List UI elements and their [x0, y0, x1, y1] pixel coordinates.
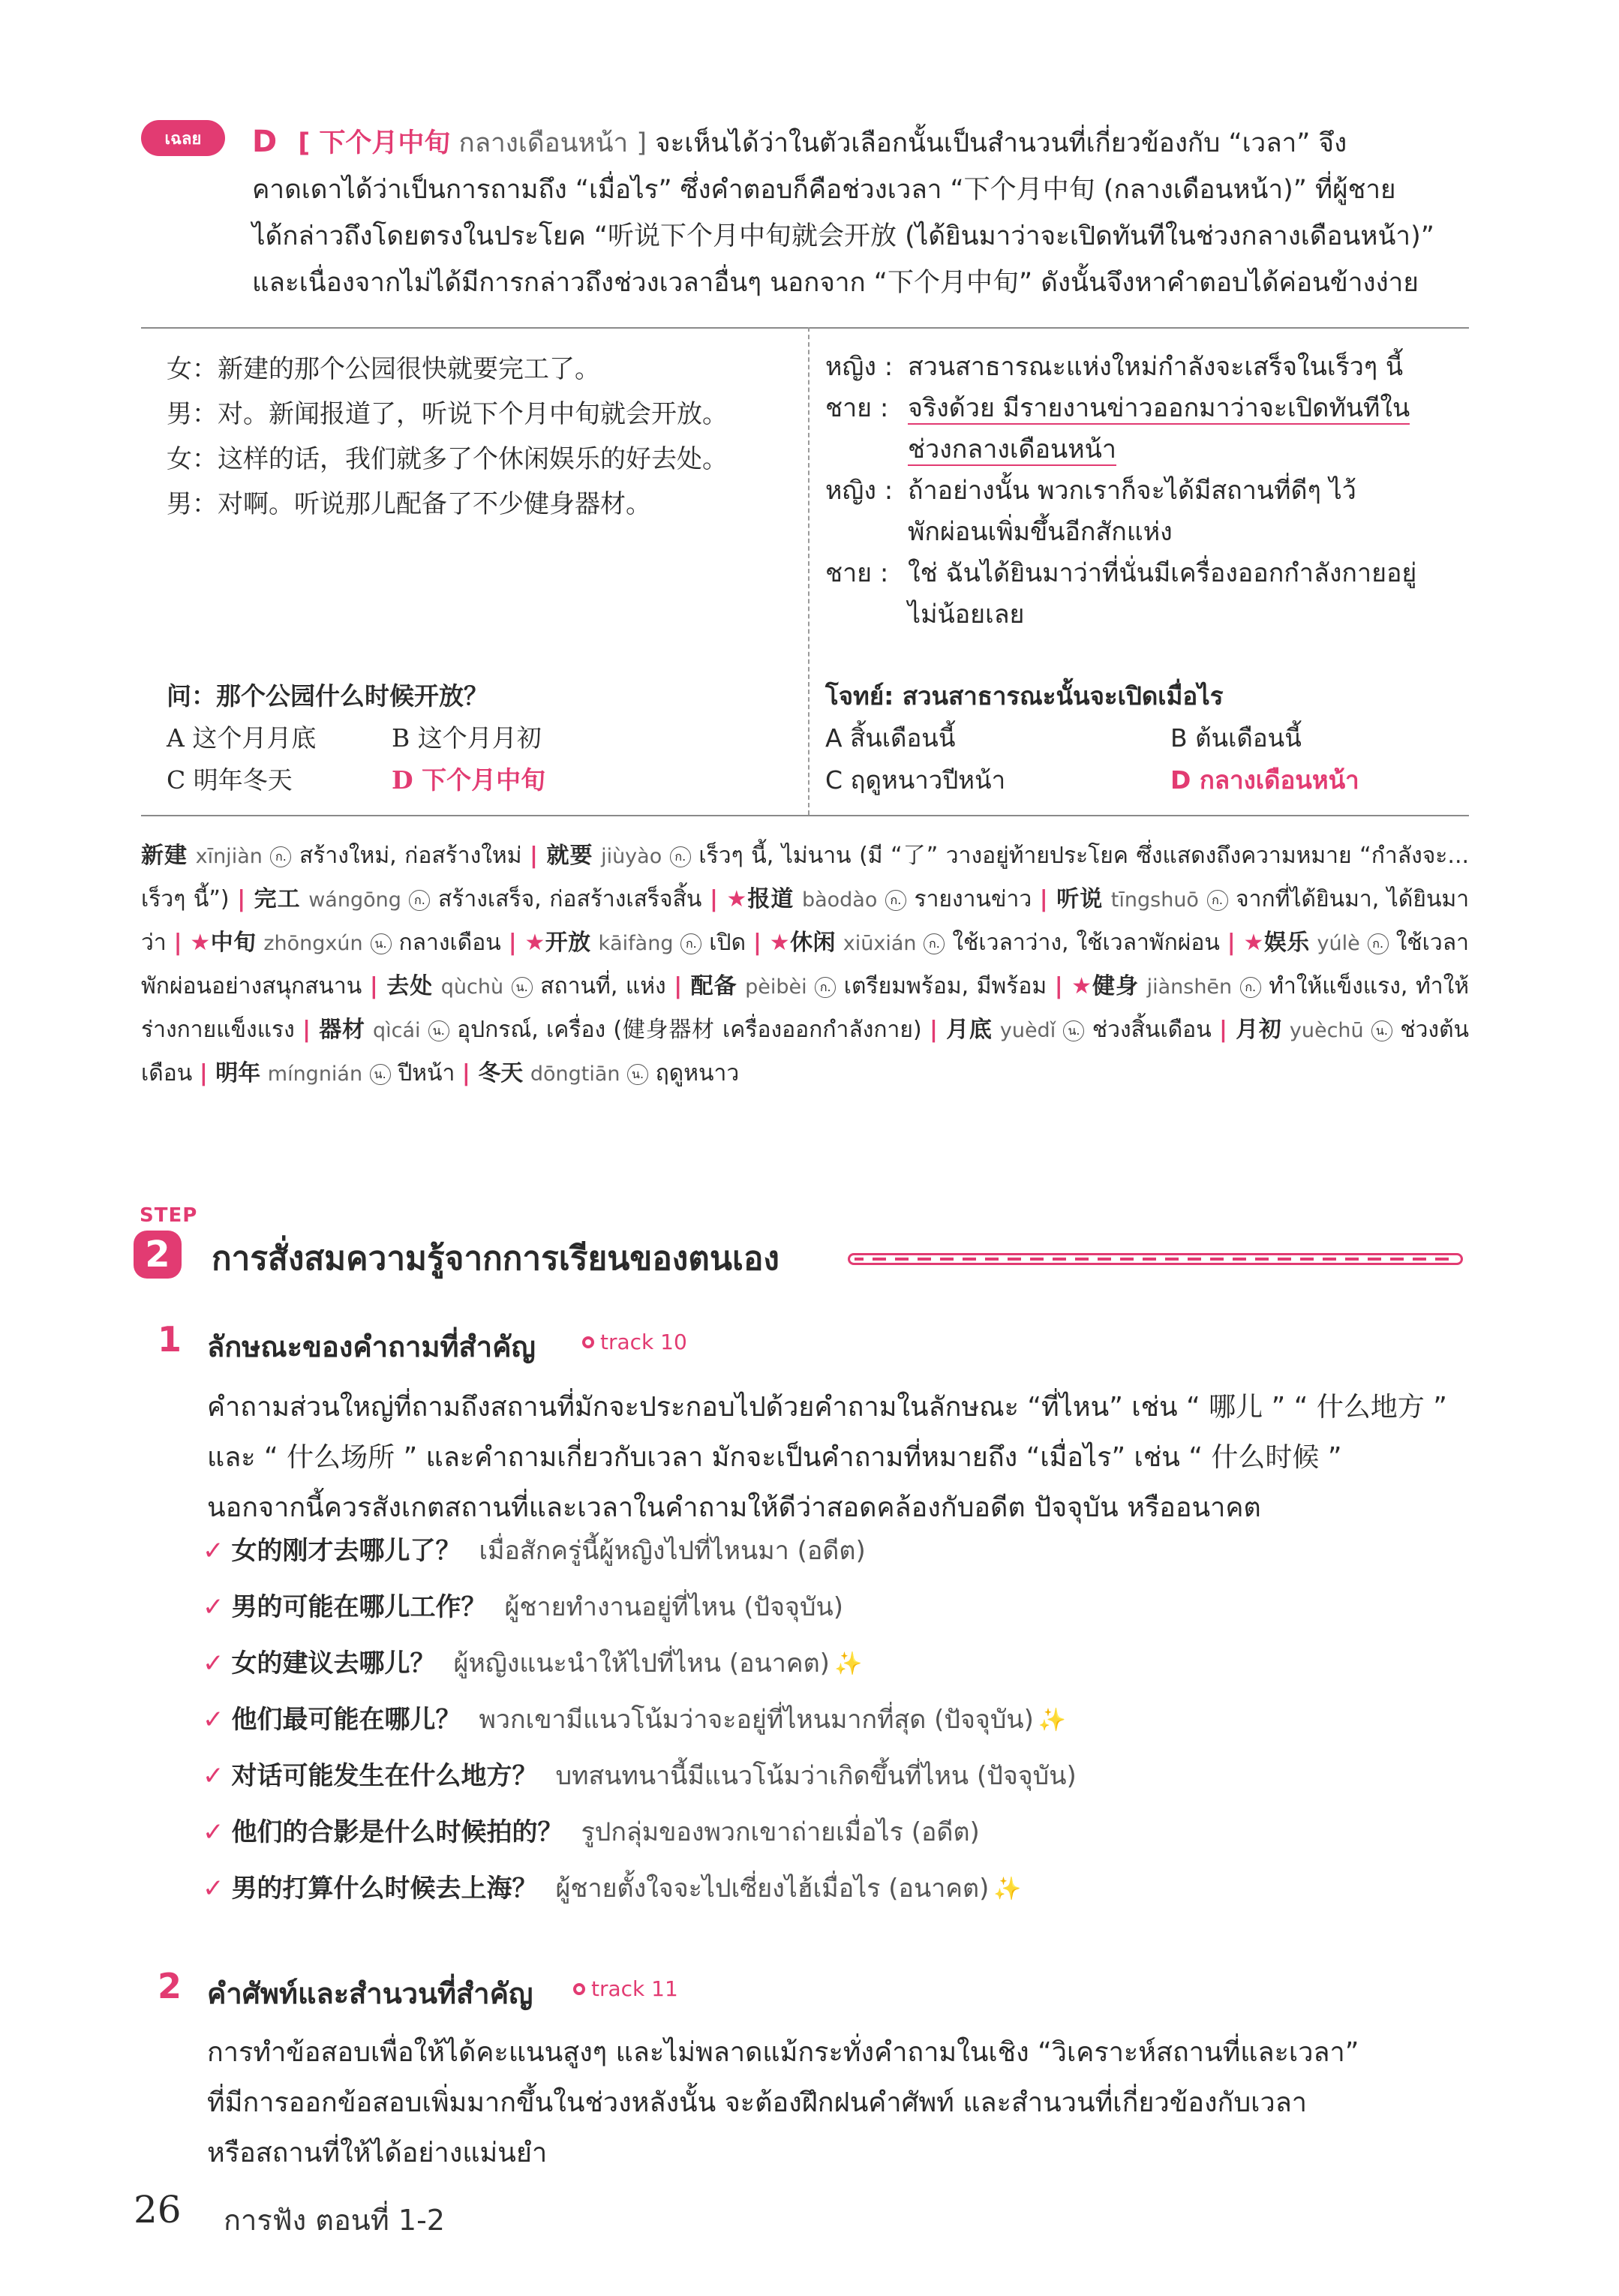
- vocab-entry: [509, 930, 753, 956]
- dialogue-chinese: [167, 347, 789, 527]
- vocab-separator: |: [369, 973, 387, 999]
- question-title: โจทย์: สวนสาธารณะนั้นจะเปิดเมื่อไร: [825, 681, 1224, 711]
- option-b: B 这个月月初: [392, 723, 542, 753]
- vocab-pinyin: bàodào: [801, 888, 878, 912]
- vocab-entry: [753, 930, 1227, 956]
- vocab-word: 月初: [1236, 1017, 1282, 1043]
- vocab-word: 冬天: [478, 1060, 524, 1086]
- vocab-separator: |: [237, 886, 254, 912]
- vocab-pos: ก.: [670, 846, 691, 867]
- section-2-title: คำศัพท์และสำนวนที่สำคัญ: [207, 1977, 533, 2010]
- sparkle-icon: ✨: [993, 1876, 1022, 1902]
- answer-text: จะเห็นได้ว่าในตัวเลือกนั้นเป็นสำนวนที่เกี่ยวข้องกับ “เวลา” จึง: [646, 128, 1347, 158]
- dialogue-thai: [825, 347, 1470, 636]
- vocab-pos: ก.: [1368, 933, 1389, 954]
- vocab-meaning: เตรียมพร้อม, มีพร้อม: [843, 973, 1047, 999]
- vocab-meaning: เปิด: [709, 930, 746, 956]
- example-question-zh: 男的打算什么时候去上海？: [231, 1874, 538, 1904]
- check-icon: ✓: [203, 1536, 224, 1566]
- vocab-separator: |: [508, 930, 525, 956]
- example-question: [203, 1805, 1463, 1861]
- star-icon: ★: [1071, 973, 1093, 999]
- star-icon: ★: [1243, 930, 1264, 956]
- vocab-entry: [370, 973, 674, 999]
- vocab-entry: [710, 886, 1040, 912]
- vocab-pos: ก.: [924, 933, 945, 954]
- paragraph-line: หรือสถานที่ให้ได้อย่างแม่นยำ: [207, 2138, 548, 2168]
- example-question-zh: 女的建议去哪儿？: [231, 1648, 436, 1678]
- dialogue-text: จริงด้วย มีรายงานข่าวออกมาว่าจะเปิดทันทีใน: [908, 393, 1410, 423]
- section-1-paragraph: [207, 1382, 1467, 1533]
- dialogue-line: [825, 388, 1470, 470]
- vocab-pos: น.: [627, 1064, 648, 1085]
- vocab-pinyin: yúlè: [1317, 932, 1360, 955]
- check-icon: ✓: [203, 1705, 224, 1735]
- dialogue-line: [825, 470, 1470, 553]
- example-question-zh: 对话可能发生在什么地方？: [231, 1761, 538, 1791]
- vocab-word: 听说: [1056, 886, 1104, 912]
- vocab-meaning: ใช้เวลาพักผ่อนอย่างสนุกสนาน: [141, 930, 1469, 999]
- check-icon: ✓: [203, 1761, 224, 1791]
- vocab-entry: [237, 886, 710, 912]
- page-number: 26: [134, 2188, 182, 2231]
- paragraph-line: การทำข้อสอบเพื่อให้ได้คะแนนสูงๆ และไม่พลาดแม้กระทั่งคำถามในเชิง “วิเคราะห์สถานที่และเวลา”: [207, 2037, 1359, 2068]
- vocab-entry: [174, 930, 509, 956]
- star-icon: ★: [726, 886, 748, 912]
- check-icon: ✓: [203, 1874, 224, 1904]
- example-question-zh: 男的可能在哪儿工作？: [231, 1592, 487, 1622]
- answer-line: ได้กล่าวถึงโดยตรงในประโยค “听说下个月中旬就会开放 (ได้ยินมาว่าจะเปิดทันทีในช่วงกลางเดือนหน้า)”: [252, 221, 1434, 251]
- vocab-pos: น.: [371, 933, 392, 954]
- example-question: [203, 1861, 1463, 1917]
- audio-track-icon: [573, 1983, 585, 1995]
- section-1-title: ลักษณะของคำถามที่สำคัญ: [207, 1330, 536, 1363]
- vocab-meaning: ปีหน้า: [398, 1060, 455, 1086]
- vocab-pos: ก.: [885, 890, 906, 911]
- vocab-meaning: ช่วงสิ้นเดือน: [1092, 1017, 1212, 1043]
- vocab-separator: |: [461, 1060, 479, 1086]
- option-b: B ต้นเดือนนี้: [1170, 723, 1302, 753]
- dialogue-text: พักผ่อนเพิ่มขึ้นอีกสักแห่ง: [908, 517, 1173, 547]
- vocab-pinyin: xīnjiàn: [195, 845, 263, 868]
- vocab-entry: [462, 1060, 739, 1086]
- dialogue-line: 男：对啊。听说那儿配备了不少健身器材。: [167, 489, 651, 519]
- vocab-word: 新建: [141, 843, 188, 869]
- divider-top: [141, 327, 1469, 329]
- vocab-meaning: ช่วงต้นเดือน: [141, 1017, 1470, 1086]
- speaker: ชาย :: [825, 393, 889, 423]
- vocab-pinyin: dōngtiān: [530, 1062, 620, 1086]
- question-thai: [825, 675, 1470, 801]
- vocab-word: 开放: [545, 930, 591, 956]
- track-10[interactable]: [582, 1330, 687, 1354]
- vocab-pinyin: tīngshuō: [1110, 888, 1199, 912]
- paragraph-line: ที่มีการออกข้อสอบเพิ่มมากขึ้นในช่วงหลังนั้น จะต้องฝึกฝนคำศัพท์ และสำนวนที่เกี่ยวข้องกับเวลา: [207, 2087, 1307, 2118]
- vocab-pos: ก.: [680, 933, 701, 954]
- vocab-meaning: จากที่ได้ยินมา, ได้ยินมาว่า: [141, 886, 1470, 956]
- vocab-pinyin: wángōng: [308, 888, 401, 912]
- divider-vertical: [808, 327, 810, 815]
- vocab-pos: น.: [370, 1064, 391, 1085]
- example-question-th: พวกเขามีแนวโน้มว่าจะอยู่ที่ไหนมากที่สุด (ปัจจุบัน): [479, 1705, 1034, 1735]
- step-number: 2: [134, 1231, 182, 1279]
- answer-letter: D: [252, 125, 278, 159]
- step-title: การสั่งสมความรู้จากการเรียนของตนเอง: [212, 1240, 779, 1278]
- vocab-pos: น.: [428, 1020, 449, 1041]
- answer-line: [252, 119, 1467, 167]
- vocab-separator: |: [1039, 886, 1057, 912]
- vocab-pinyin: qìcái: [372, 1019, 421, 1042]
- section-1-number: 1: [158, 1319, 182, 1360]
- track-label: track 11: [591, 1976, 678, 2001]
- vocab-meaning: ใช้เวลาว่าง, ใช้เวลาพักผ่อน: [952, 930, 1220, 956]
- paragraph-line: และ “ 什么场所 ” และคำถามเกี่ยวกับเวลา มักจะเป็นคำถามที่หมายถึง “เมื่อไร” เช่น “ 什么时候 ”: [207, 1442, 1342, 1473]
- vocab-pinyin: jiùyào: [601, 845, 662, 868]
- example-question: [203, 1636, 1463, 1692]
- vocab-word: 休闲: [790, 930, 836, 956]
- example-question-zh: 他们最可能在哪儿？: [231, 1705, 461, 1735]
- vocab-word: 明年: [215, 1060, 261, 1086]
- vocab-pos: ก.: [409, 890, 430, 911]
- page-label: การฟัง ตอนที่ 1-2: [224, 2204, 445, 2237]
- vocab-entry: [930, 1017, 1219, 1043]
- vocab-pinyin: yuèdǐ: [999, 1019, 1056, 1042]
- vocab-meaning: สถานที่, แห่ง: [540, 973, 666, 999]
- vocab-meaning: อุปกรณ์, เครื่อง (健身器材 เครื่องออกกำลังกาย): [457, 1017, 922, 1043]
- vocab-pinyin: yuèchū: [1289, 1019, 1364, 1042]
- answer-explanation: [252, 119, 1467, 306]
- example-question-th: ผู้ชายทำงานอยู่ที่ไหน (ปัจจุบัน): [504, 1592, 844, 1622]
- dialogue-line: 女：这样的话，我们就多了个休闲娱乐的好去处。: [167, 444, 728, 474]
- vocab-pinyin: qùchù: [440, 975, 504, 999]
- sparkle-icon: ✨: [1038, 1707, 1067, 1733]
- vocab-word: 完工: [254, 886, 301, 912]
- option-d-correct: D 下个月中旬: [392, 765, 546, 795]
- dialogue-line: [825, 347, 1470, 388]
- section-2-paragraph: [207, 2027, 1467, 2178]
- vocab-pinyin: jiànshēn: [1146, 975, 1233, 999]
- vocab-pinyin: míngnián: [267, 1062, 363, 1086]
- vocab-separator: |: [530, 843, 547, 869]
- vocabulary-list: [141, 834, 1469, 1095]
- vocab-entry: [674, 973, 1055, 999]
- vocab-word: 娱乐: [1263, 930, 1310, 956]
- dialogue-text: ไม่น้อยเลย: [908, 600, 1025, 630]
- vocab-entry: [200, 1060, 462, 1086]
- check-icon: ✓: [203, 1648, 224, 1678]
- example-question: [203, 1579, 1463, 1636]
- example-question-zh: 女的刚才去哪儿了？: [231, 1536, 461, 1566]
- vocab-word: 报道: [747, 886, 794, 912]
- vocab-separator: |: [199, 1060, 216, 1086]
- example-question: [203, 1692, 1463, 1748]
- speaker: หญิง :: [825, 476, 894, 506]
- vocab-separator: |: [753, 930, 770, 956]
- question-title: 问：那个公园什么时候开放？: [167, 681, 488, 711]
- section-2-number: 2: [158, 1966, 182, 2006]
- vocab-entry: [141, 843, 530, 869]
- vocab-pos: น.: [512, 977, 533, 998]
- vocab-word: 健身: [1092, 973, 1140, 999]
- vocab-word: 去处: [386, 973, 434, 999]
- check-icon: ✓: [203, 1817, 224, 1847]
- option-c: C 明年冬天: [167, 765, 293, 795]
- option-c: C ฤดูหนาวปีหน้า: [825, 765, 1006, 795]
- vocab-pinyin: xiūxián: [843, 932, 917, 955]
- answer-line: และเนื่องจากไม่ได้มีการกล่าวถึงช่วงเวลาอื่นๆ นอกจาก “下个月中旬” ดังนั้นจึงหาคำตอบได้ค่อนข้างง่าย: [252, 268, 1419, 298]
- vocab-meaning: รายงานข่าว: [914, 886, 1032, 912]
- vocab-meaning: สร้างใหม่, ก่อสร้างใหม่: [299, 843, 522, 869]
- vocab-pos: ก.: [1240, 977, 1261, 998]
- vocab-separator: |: [929, 1017, 947, 1043]
- star-icon: ★: [190, 930, 211, 956]
- option-d-correct: D กลางเดือนหน้า: [1170, 765, 1359, 795]
- dialogue-line: 女：新建的那个公园很快就要完工了。: [167, 354, 600, 384]
- example-question-th: รูปกลุ่มของพวกเขาถ่ายเมื่อไร (อดีต): [581, 1817, 980, 1847]
- vocab-pos: ก.: [815, 977, 836, 998]
- divider-bottom: [141, 815, 1469, 816]
- vocab-pinyin: pèibèi: [745, 975, 807, 999]
- dialogue-text: ใช่ ฉันได้ยินมาว่าที่นั่นมีเครื่องออกกำลังกายอยู่: [908, 558, 1417, 588]
- vocab-meaning: กลางเดือน: [398, 930, 501, 956]
- check-icon: ✓: [203, 1592, 224, 1622]
- track-11[interactable]: [573, 1976, 678, 2001]
- paragraph-line: นอกจากนี้ควรสังเกตสถานที่และเวลาในคำถามให้ดีว่าสอดคล้องกับอดีต ปัจจุบัน หรืออนาคต: [207, 1492, 1261, 1523]
- example-question: [203, 1523, 1463, 1579]
- vocab-pinyin: zhōngxún: [263, 932, 363, 955]
- option-a: A 这个月月底: [167, 723, 317, 753]
- example-question-th: บทสนทนานี้มีแนวโน้มว่าเกิดขึ้นที่ไหน (ปัจจุบัน): [555, 1761, 1077, 1791]
- question-examples: [203, 1523, 1463, 1917]
- dashed-decoration: [848, 1253, 1463, 1265]
- vocab-entry: [302, 1017, 930, 1043]
- vocab-separator: |: [1218, 1017, 1236, 1043]
- vocab-meaning: สร้างเสร็จ, ก่อสร้างเสร็จสิ้น: [438, 886, 702, 912]
- vocab-meaning: เร็วๆ นี้, ไม่นาน (มี “了” วางอยู่ท้ายประโยค ซึ่งแสดงถึงความหมาย “กำลังจะ... เร็วๆ นี้”): [141, 843, 1470, 912]
- vocab-pos: น.: [1371, 1020, 1392, 1041]
- vocab-pos: น.: [1063, 1020, 1084, 1041]
- track-label: track 10: [600, 1330, 687, 1354]
- option-a: A สิ้นเดือนนี้: [825, 723, 956, 753]
- vocab-word: 器材: [319, 1017, 365, 1043]
- dialogue-text: สวนสาธารณะแห่งใหม่กำลังจะเสร็จในเร็วๆ นี้: [908, 352, 1404, 382]
- vocab-word: 就要: [546, 843, 593, 869]
- example-question-th: ผู้ชายตั้งใจจะไปเซี่ยงไฮ้เมื่อไร (อนาคต): [555, 1874, 990, 1904]
- sparkle-icon: ✨: [834, 1651, 863, 1677]
- example-question-th: ผู้หญิงแนะนำให้ไปที่ไหน (อนาคต): [453, 1648, 830, 1678]
- vocab-pos: ก.: [1207, 890, 1228, 911]
- example-question: [203, 1748, 1463, 1805]
- answer-badge: เฉลย: [141, 120, 225, 156]
- star-icon: ★: [769, 930, 791, 956]
- dialogue-line: 男：对。新闻报道了，听说下个月中旬就会开放。: [167, 399, 728, 429]
- vocab-word: 月底: [946, 1017, 993, 1043]
- paragraph-line: คำถามส่วนใหญ่ที่ถามถึงสถานที่มักจะประกอบไปด้วยคำถามในลักษณะ “ที่ไหน” เช่น “ 哪儿 ” “ 什么地方 ”: [207, 1392, 1447, 1423]
- example-question-th: เมื่อสักครู่นี้ผู้หญิงไปที่ไหนมา (อดีต): [479, 1536, 866, 1566]
- answer-keyword: [ 下个月中旬: [298, 128, 451, 158]
- vocab-meaning: ฤดูหนาว: [655, 1060, 740, 1086]
- vocab-separator: |: [173, 930, 191, 956]
- vocab-separator: |: [302, 1017, 320, 1043]
- vocab-separator: |: [710, 886, 727, 912]
- question-chinese: [167, 675, 789, 801]
- speaker: หญิง :: [825, 352, 894, 382]
- audio-track-icon: [582, 1336, 594, 1348]
- star-icon: ★: [524, 930, 545, 956]
- vocab-meaning: ทำให้แข็งแรง, ทำให้ร่างกายแข็งแรง: [141, 973, 1470, 1043]
- example-question-zh: 他们的合影是什么时候拍的？: [231, 1817, 563, 1847]
- dialogue-text: ช่วงกลางเดือนหน้า: [908, 434, 1116, 464]
- dialogue-text: ถ้าอย่างนั้น พวกเราก็จะได้มีสถานที่ดีๆ ไว้: [908, 476, 1356, 506]
- vocab-word: 配备: [690, 973, 737, 999]
- vocab-separator: |: [674, 973, 691, 999]
- vocab-pinyin: kāifàng: [598, 932, 674, 955]
- speaker: ชาย :: [825, 558, 889, 588]
- answer-keyword-th: กลางเดือนหน้า ]: [450, 128, 647, 158]
- vocab-separator: |: [1227, 930, 1244, 956]
- dialogue-line: [825, 553, 1470, 636]
- vocab-pos: ก.: [270, 846, 291, 867]
- answer-line: คาดเดาได้ว่าเป็นการถามถึง “เมื่อไร” ซึ่งคำตอบก็คือช่วงเวลา “下个月中旬 (กลางเดือนหน้า)” ที่ผู้ชาย: [252, 175, 1396, 205]
- step-label: STEP: [140, 1204, 198, 1227]
- vocab-word: 中旬: [210, 930, 257, 956]
- vocab-separator: |: [1054, 973, 1072, 999]
